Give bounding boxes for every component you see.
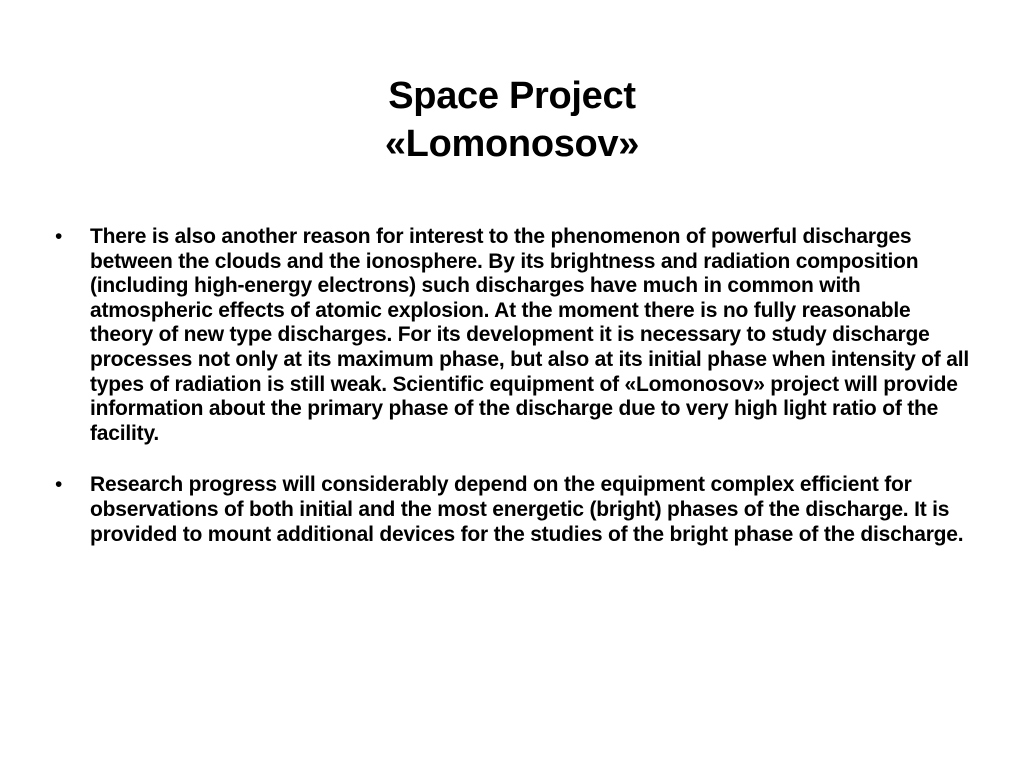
slide-title-line-1: Space Project — [388, 75, 636, 117]
slide-title — [0, 72, 1024, 168]
bullet-item — [48, 225, 978, 446]
bullet-marker: • — [55, 225, 63, 248]
bullet-list — [48, 225, 978, 574]
bullet-text: There is also another reason for interest to the phenomenon of powerful discharges between the clouds and the ionosphere. By its brightness and radiation composition (including high-energy electrons) such discharges have much in common with atmospheric effects of atomic explosion. At the moment there is no fully reasonable theory of new type discharges. For its development it is necessary to study discharge processes not only at its maximum phase, but also at its initial phase when intensity of all types of radiation is still weak. Scientific equipment of «Lomonosov» project will provide information about the primary phase of the discharge due to very high light ratio of the facility. — [90, 225, 969, 445]
bullet-item — [48, 473, 978, 547]
bullet-marker: • — [55, 473, 63, 497]
bullet-text: Research progress will considerably depend on the equipment complex efficient for observations of both initial and the most energetic (bright) phases of the discharge. It is provided to mount additional devices for the studies of the bright phase of the discharge. — [90, 473, 964, 546]
slide-title-line-2: «Lomonosov» — [384, 123, 640, 165]
